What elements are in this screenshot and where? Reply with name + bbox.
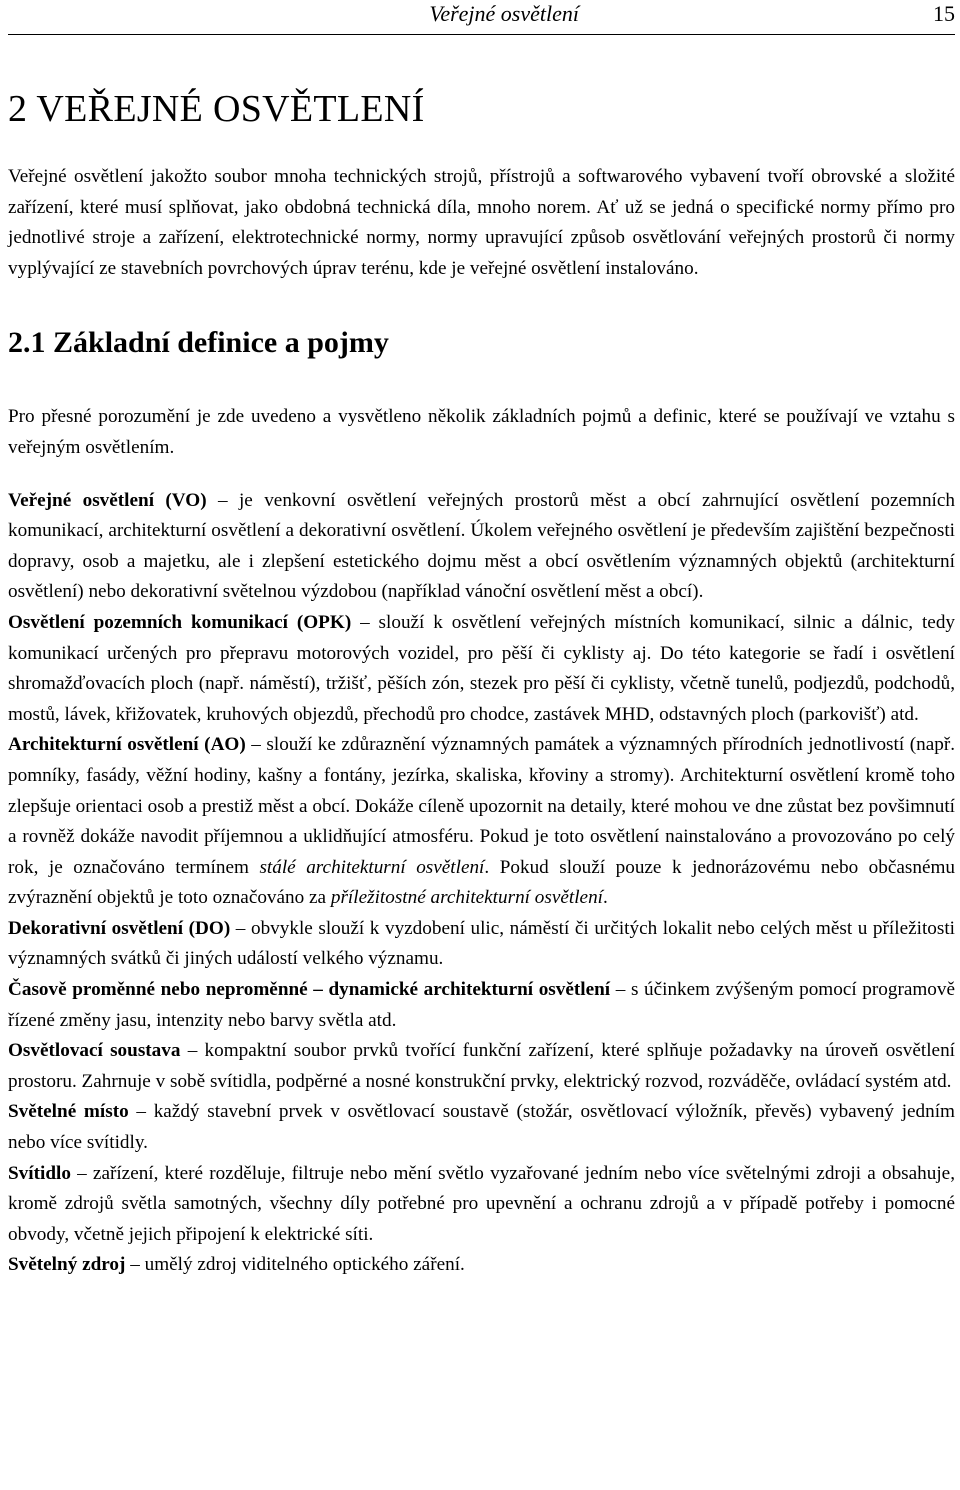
definition-text: – každý stavební prvek v osvětlovací soustavě (stožár, osvětlovací výložník, převěs) vybavený jedním nebo více svítidly.	[8, 1101, 955, 1154]
definition-svetelne-misto	[8, 1097, 955, 1158]
definition-text: – kompaktní soubor prvků tvořící funkční zařízení, které splňuje požadavky na úroveň osvětlení prostoru. Zahrnuje v sobě svítidla, podpěrné a nosné konstrukční prvky, elektrický rozvod, rozváděče, ovládací systém atd.	[8, 1040, 955, 1092]
document-page	[8, 0, 955, 1281]
definition-term: Světelný zdroj	[8, 1254, 126, 1276]
definition-ao	[8, 730, 955, 914]
running-header-title: Veřejné osvětlení	[429, 1, 579, 26]
definitions-list	[8, 486, 955, 1281]
page-number: 15	[933, 1, 955, 26]
definition-text: – umělý zdroj viditelného optického záření.	[125, 1254, 465, 1276]
definition-text: – s účinkem zvýšeným pomocí programově řízené změny jasu, intenzity nebo barvy světla atd.	[8, 979, 955, 1031]
definition-term: Svítidlo	[8, 1162, 71, 1184]
definition-text: – je venkovní osvětlení veřejných prostorů měst a obcí zahrnující osvětlení pozemních komunikací, architekturní osvětlení a dekorativní osvětlení. Úkolem veřejného osvětlení je především zajištění bezpečnosti dopravy, osob a majetku, ale i zlepšení estetického dojmu měst a obcí osvětlením významných objektů (architekturní osvětlení) nebo dekorativní světelnou výzdobou (například vánoční osvětlení měst a obcí).	[8, 489, 955, 603]
definition-text: . Pokud slouží pouze k jednorázovému nebo občasnému zvýraznění objektů je toto označováno za	[8, 856, 955, 909]
definition-text: – zařízení, které rozděluje, filtruje nebo mění světlo vyzařované jedním nebo více světelnými zdroji a obsahuje, kromě zdrojů světla samotných, všechny díly potřebné pro upevnění a ochranu zdrojů a v případě potřeby i pomocné obvody, včetně jejich připojení k elektrické síti.	[8, 1162, 955, 1245]
section-intro-paragraph: Pro přesné porozumění je zde uvedeno a vysvětleno několik základních pojmů a definic, které se používají ve vztahu s veřejným osvětlením.	[8, 406, 955, 458]
definition-opk	[8, 608, 955, 730]
definition-text: – slouží ke zdůraznění významných památek a významných přírodních jednotlivostí (např. pomníky, fasády, věžní hodiny, kašny a fontány, jezírka, skaliska, křoviny a stromy). Architekturní osvětlení kromě toho zlepšuje orientaci osob a prestiž měst a obcí. Dokáže cíleně upozornit na detaily, které mohou ve dne zůstat bez povšimnutí a rovněž dokáže navodit příjemnou a uklidňující atmosféru. Pokud je toto osvětlení nainstalováno a provozováno po celý rok, je označováno termínem	[8, 734, 955, 878]
definition-italic-term: stálé architekturní osvětlení	[259, 856, 485, 878]
definition-term: Osvětlovací soustava	[8, 1040, 181, 1062]
definition-term: Veřejné osvětlení (VO)	[8, 489, 207, 511]
chapter-title: 2 VEŘEJNÉ OSVĚTLENÍ	[8, 88, 425, 130]
definition-vo	[8, 486, 955, 608]
definition-do	[8, 914, 955, 975]
definition-dynamic-ao	[8, 975, 955, 1036]
chapter-intro-paragraph: Veřejné osvětlení jakožto soubor mnoha technických strojů, přístrojů a softwarového vybavení tvoří obrovské a složité zařízení, které musí splňovat, jako obdobná technická díla, mnoho norem. Ať už se jedná o specifické normy přímo pro jednotlivé stroje a zařízení, elektrotechnické normy, normy upravující způsob osvětlování veřejných prostorů či normy vyplývající ze stavebních povrchových úprav terénu, kde je veřejné osvětlení instalováno.	[8, 166, 955, 279]
definition-term: Časově proměnné nebo neproměnné – dynamické architekturní osvětlení	[8, 979, 611, 1001]
section-title: 2.1 Základní definice a pojmy	[8, 326, 389, 360]
definition-text: .	[603, 887, 608, 909]
definition-svetelny-zdroj	[8, 1250, 955, 1281]
running-header	[8, 0, 955, 35]
definition-term: Osvětlení pozemních komunikací (OPK)	[8, 611, 352, 633]
definition-italic-term: příležitostné architekturní osvětlení	[330, 887, 603, 909]
definition-svitidlo	[8, 1159, 955, 1251]
definition-text: – obvykle slouží k vyzdobení ulic, náměstí či určitých lokalit nebo celých měst u příležitosti významných svátků či jiných událostí velkého významu.	[8, 917, 955, 970]
definition-osvetlovaci-soustava	[8, 1036, 955, 1097]
definition-text: – slouží k osvětlení veřejných místních komunikací, silnic a dálnic, tedy komunikací určených pro přepravu motorových vozidel, pro pěší či cyklisty aj. Do této kategorie se řadí i osvětlení shromažďovacích ploch (např. náměstí), tržišť, pěších zón, stezek pro pěší či cyklisty, včetně tunelů, podjezdů, podchodů, mostů, lávek, křižovatek, kruhových objezdů, přechodů pro chodce, zastávek MHD, odstavných ploch (parkovišť) atd.	[8, 611, 956, 725]
definition-term: Dekorativní osvětlení (DO)	[8, 917, 231, 939]
definition-term: Architekturní osvětlení (AO)	[8, 734, 246, 756]
definition-term: Světelné místo	[8, 1101, 129, 1123]
